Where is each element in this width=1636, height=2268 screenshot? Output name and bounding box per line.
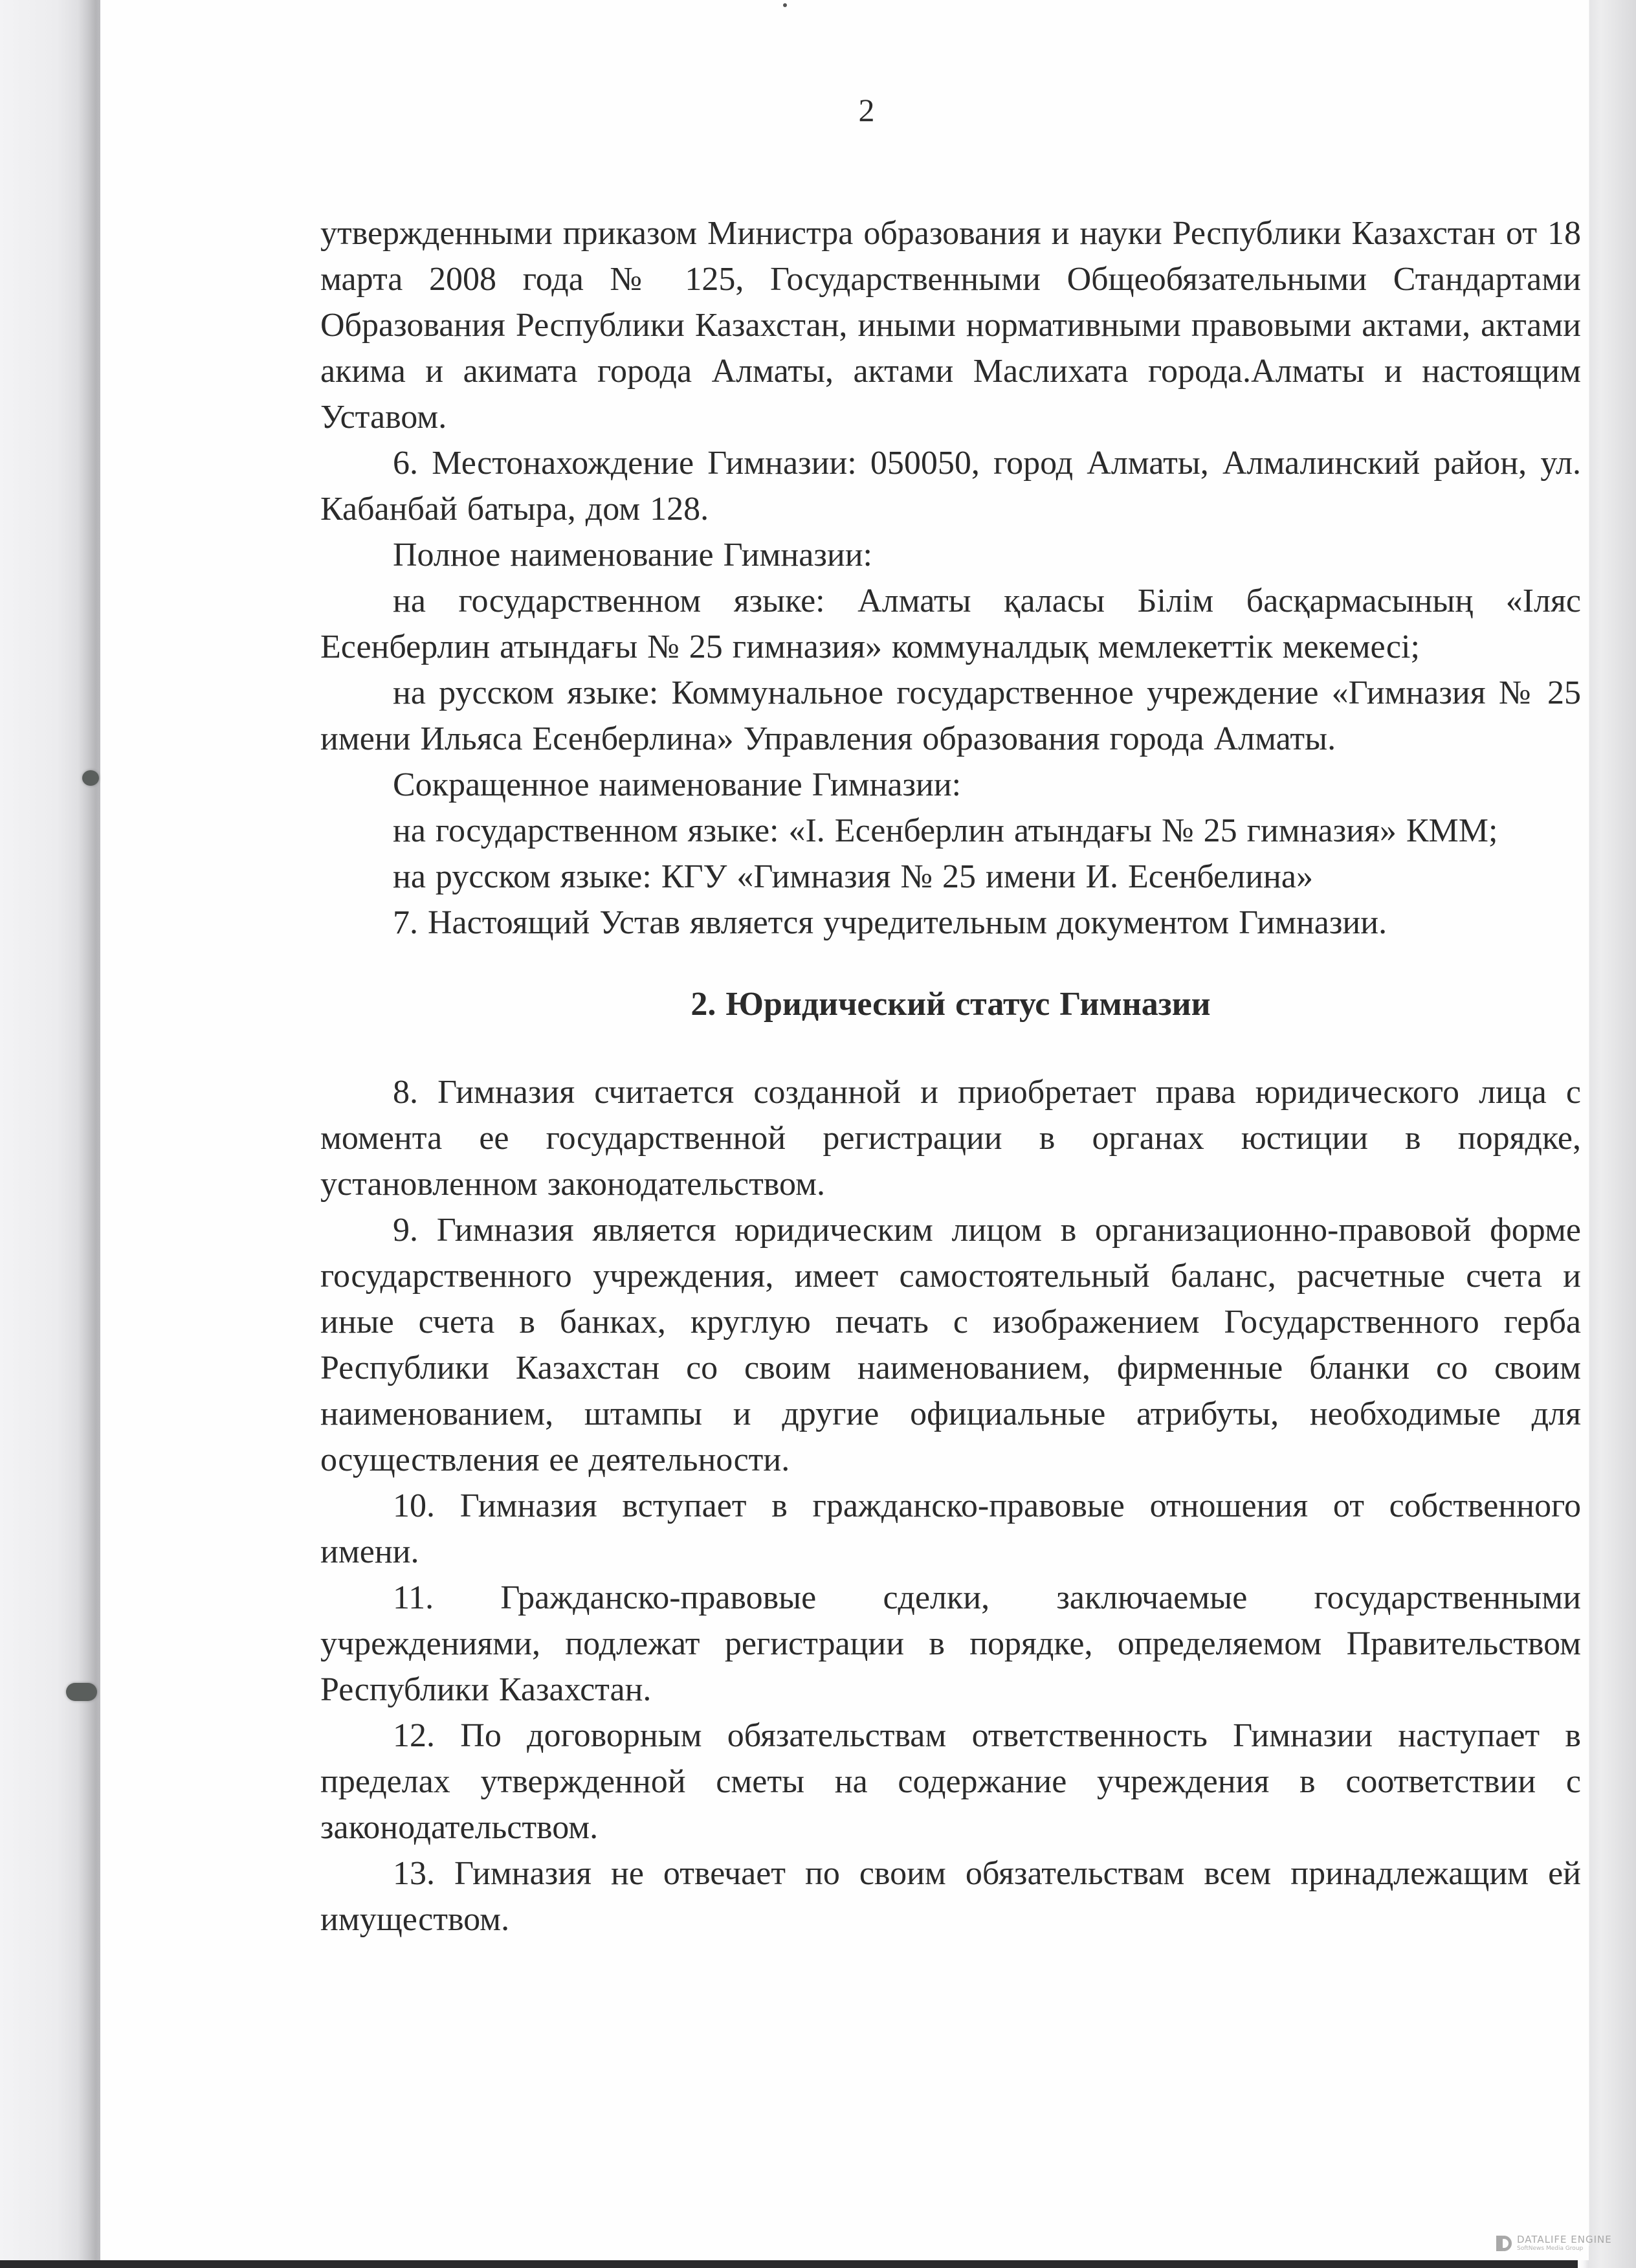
- paragraph-short-name-russian: на русском языке: КГУ «Гимназия № 25 имени И. Есенбелина»: [393, 858, 1313, 895]
- paragraph-full-name-russian: на русском языке: Коммунальное государственное учреждение «Гимназия № 25 имени Ильяса Есенберлина» Управления образования города Алматы.: [320, 674, 1581, 757]
- scan-speck: [783, 3, 787, 7]
- paragraph-short-name-label: Сокращенное наименование Гимназии:: [393, 766, 962, 803]
- paragraph-continuation: утвержденными приказом Министра образования и науки Республики Казахстан от 18 марта 2008 года № 125, Государственными Общеобязательными Стандартами Образования Республики Казахстан, иными нормативными правовыми актами, актами акима и акимата города Алматы, актами Маслихата города.Алматы и настоящим Уставом.: [320, 215, 1581, 436]
- paragraph-9: 9. Гимназия является юридическим лицом в организационно-правовой форме государственного учреждения, имеет самостоятельный баланс, расчетные счета и иные счета в банках, круглую печать с изображением Государственного герба Республики Казахстан со своим наименованием, фирменные бланки со своим наименованием, штампы и другие официальные атрибуты, необходимые для осуществления ее деятельности.: [320, 1212, 1581, 1478]
- paragraph-7-charter: 7. Настоящий Устав является учредительным документом Гимназии.: [393, 904, 1387, 941]
- paragraph-8: 8. Гимназия считается созданной и приобретает права юридического лица с момента ее государственной регистрации в органах юстиции в порядке, установленном законодательством.: [320, 1074, 1581, 1203]
- watermark-subtitle: SoftNews Media Group: [1517, 2245, 1584, 2252]
- paragraph-full-name-label: Полное наименование Гимназии:: [393, 537, 872, 573]
- watermark: [1496, 2235, 1612, 2252]
- paragraph-12: 12. По договорным обязательствам ответственность Гимназии наступает в пределах утвержденной сметы на содержание учреждения в соответствии с законодательством.: [320, 1717, 1581, 1846]
- punch-hole: [66, 1683, 97, 1701]
- paragraph-short-name-kazakh: на государственном языке: «І. Есенберлин атындағы № 25 гимназия» КММ;: [393, 812, 1498, 849]
- paragraph-full-name-kazakh: на государственном языке: Алматы қаласы Білім басқармасының «Іляс Есенберлин атындағы № 25 гимназия» коммуналдық мемлекеттік мекемесі;: [320, 583, 1581, 665]
- paragraph-6-location: 6. Местонахождение Гимназии: 050050, город Алматы, Алмалинский район, ул. Кабанбай батыра, дом 128.: [320, 445, 1581, 528]
- watermark-title: DATALIFE ENGINE: [1517, 2234, 1612, 2245]
- datalife-logo-icon: [1496, 2236, 1512, 2251]
- paragraph-10: 10. Гимназия вступает в гражданско-правовые отношения от собственного имени.: [320, 1487, 1581, 1570]
- punch-hole: [82, 770, 99, 786]
- paragraph-11: 11. Гражданско-правовые сделки, заключаемые государственными учреждениями, подлежат регистрации в порядке, определяемом Правительством Республики Казахстан.: [320, 1579, 1581, 1708]
- page-number: 2: [858, 92, 875, 128]
- document-body: [320, 210, 1581, 1942]
- document-page: [100, 0, 1589, 2260]
- paragraph-13: 13. Гимназия не отвечает по своим обязательствам всем принадлежащим ей имуществом.: [320, 1855, 1581, 1938]
- section-heading-legal-status: 2. Юридический статус Гимназии: [691, 986, 1211, 1023]
- binder-shadow: [78, 0, 104, 2260]
